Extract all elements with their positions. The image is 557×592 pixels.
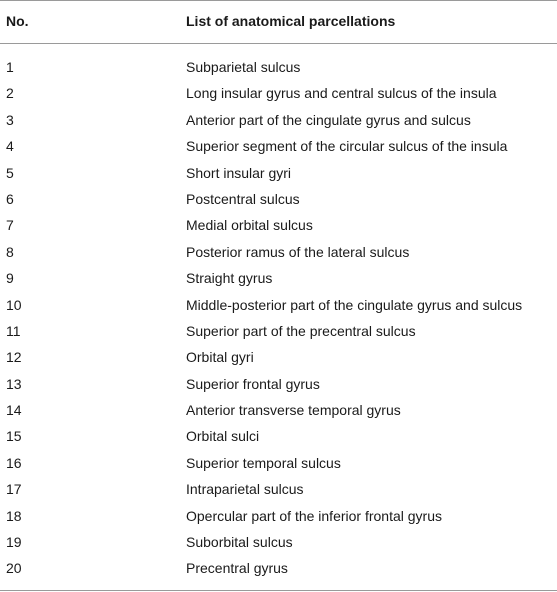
row-parcellation-name: Suborbital sulcus — [186, 534, 293, 551]
table-row — [0, 109, 557, 135]
row-number: 4 — [6, 138, 14, 155]
table-row — [0, 478, 557, 504]
row-parcellation-name: Medial orbital sulcus — [186, 217, 313, 234]
table-row — [0, 135, 557, 161]
row-number: 9 — [6, 270, 14, 287]
row-number: 13 — [6, 375, 22, 392]
table-row — [0, 214, 557, 240]
row-number: 3 — [6, 111, 14, 128]
table-row — [0, 452, 557, 478]
row-parcellation-name: Superior part of the precentral sulcus — [186, 322, 416, 339]
row-number: 15 — [6, 428, 22, 445]
row-number: 7 — [6, 217, 14, 234]
table-row — [0, 531, 557, 557]
row-parcellation-name: Postcentral sulcus — [186, 190, 300, 207]
row-parcellation-name: Superior segment of the circular sulcus of the insula — [186, 138, 508, 155]
row-number: 19 — [6, 534, 22, 551]
table-row — [0, 557, 557, 583]
row-parcellation-name: Superior frontal gyrus — [186, 375, 320, 392]
row-parcellation-name: Posterior ramus of the lateral sulcus — [186, 243, 410, 260]
row-parcellation-name: Opercular part of the inferior frontal gyrus — [186, 507, 443, 524]
row-number: 2 — [6, 85, 14, 102]
row-number: 16 — [6, 454, 22, 471]
row-number: 5 — [6, 164, 14, 181]
row-number: 11 — [6, 322, 21, 339]
table-row — [0, 399, 557, 425]
table-row — [0, 373, 557, 399]
table-bottom-rule — [0, 590, 557, 591]
row-parcellation-name: Superior temporal sulcus — [186, 454, 341, 471]
table-body — [0, 56, 557, 584]
table-header — [0, 0, 557, 43]
row-number: 1 — [6, 59, 14, 75]
row-number: 17 — [6, 481, 22, 498]
table-row — [0, 241, 557, 267]
header-parcellation-list: List of anatomical parcellations — [186, 13, 396, 29]
row-number: 10 — [6, 296, 22, 313]
row-parcellation-name: Middle-posterior part of the cingulate gyrus and sulcus — [186, 296, 523, 313]
row-number: 14 — [6, 402, 22, 419]
row-parcellation-name: Straight gyrus — [186, 270, 273, 287]
row-number: 18 — [6, 507, 22, 524]
row-parcellation-name: Subparietal sulcus — [186, 59, 301, 75]
row-number: 8 — [6, 243, 14, 260]
header-number: No. — [6, 13, 29, 29]
table-row — [0, 425, 557, 451]
table-row — [0, 188, 557, 214]
row-number: 20 — [6, 560, 22, 577]
row-parcellation-name: Orbital sulci — [186, 428, 260, 445]
table-row — [0, 82, 557, 108]
table-row — [0, 320, 557, 346]
table-row — [0, 505, 557, 531]
header-divider — [0, 43, 557, 44]
row-parcellation-name: Orbital gyri — [186, 349, 254, 366]
row-parcellation-name: Anterior transverse temporal gyrus — [186, 402, 401, 419]
row-parcellation-name: Intraparietal sulcus — [186, 481, 304, 498]
table-row — [0, 267, 557, 293]
row-parcellation-name: Precentral gyrus — [186, 560, 288, 577]
row-number: 6 — [6, 190, 14, 207]
table-row — [0, 346, 557, 372]
row-parcellation-name: Anterior part of the cingulate gyrus and sulcus — [186, 111, 471, 128]
table-row — [0, 56, 557, 82]
table-row — [0, 294, 557, 320]
table-row — [0, 162, 557, 188]
row-parcellation-name: Short insular gyri — [186, 164, 292, 181]
row-number: 12 — [6, 349, 22, 366]
row-parcellation-name: Long insular gyrus and central sulcus of the insula — [186, 85, 497, 102]
